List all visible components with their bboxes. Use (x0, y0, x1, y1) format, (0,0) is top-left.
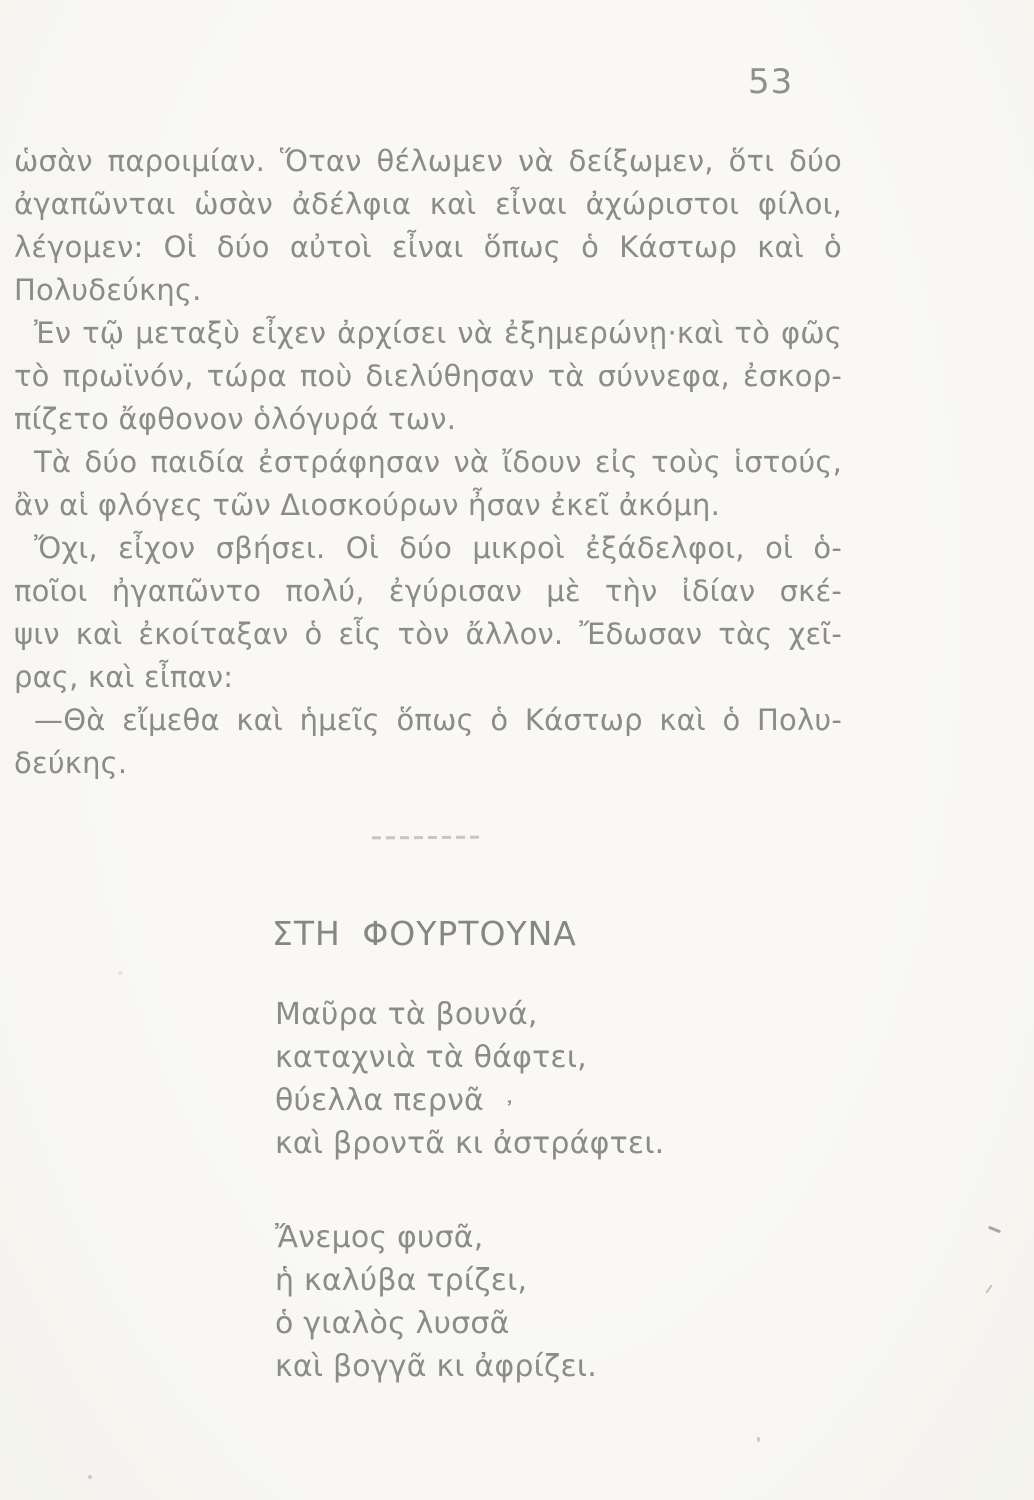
poem-stanza-2 (275, 1216, 597, 1388)
poem-line: καὶ βογγᾶ κι ἀφρίζει. (275, 1349, 598, 1384)
text-line: ὡσὰν παροιμίαν. Ὅταν θέλωμεν νὰ δείξωμεν, ὅτι δύο (14, 144, 842, 178)
poem-title: ΣΤΗ ΦΟΥΡΤΟΥΝΑ (272, 914, 577, 953)
text-line: ἂν αἱ φλόγες τῶν Διοσκούρων ἦσαν ἐκεῖ ἀκόμη. (14, 488, 721, 522)
poem-line: ὁ γιαλὸς λυσσᾶ (275, 1306, 510, 1341)
scan-speck (757, 1437, 760, 1442)
poem-line: θύελλα περνᾶ (275, 1083, 485, 1118)
section-divider-ornament (372, 836, 484, 840)
text-line: Πολυδεύκης. (14, 273, 202, 307)
text-line: Ἐν τῷ μεταξὺ εἶχεν ἀρχίσει νὰ ἐξημερώνῃ·καὶ τὸ φῶς (34, 316, 842, 350)
text-line: λέγομεν: Οἱ δύο αὐτοὶ εἶναι ὅπως ὁ Κάστωρ καὶ ὁ (14, 230, 842, 264)
text-line: —Θὰ εἴμεθα καὶ ἡμεῖς ὅπως ὁ Κάστωρ καὶ ὁ Πολυ- (34, 703, 842, 737)
text-line: πίζετο ἄφθονον ὁλόγυρά των. (14, 402, 457, 436)
prose-text-block (14, 140, 842, 785)
text-line: Τὰ δύο παιδία ἐστράφησαν νὰ ἴδουν εἰς τοὺς ἱστούς, (34, 445, 842, 479)
poem-stanza-1 (275, 993, 664, 1165)
text-line: ρας, καὶ εἶπαν: (14, 660, 234, 694)
poem-line: καὶ βροντᾶ κι ἀστράφτει. (275, 1126, 665, 1161)
text-line: ψιν καὶ ἐκοίταξαν ὁ εἷς τὸν ἄλλον. Ἔδωσαν τὰς χεῖ- (14, 617, 842, 651)
text-line: ἀγαπῶνται ὡσὰν ἀδέλφια καὶ εἶναι ἀχώριστοι φίλοι, (14, 187, 842, 221)
poem-line: Ἄνεμος φυσᾶ, (275, 1220, 484, 1255)
scan-speck (118, 971, 123, 975)
text-line: δεύκης. (14, 746, 128, 780)
stray-breathing-mark: ᾿ (503, 1098, 516, 1128)
poem-line: Μαῦρα τὰ βουνά, (275, 997, 538, 1032)
poem-line: ἡ καλύβα τρίζει, (275, 1263, 528, 1298)
text-line: Ὄχι, εἶχον σβήσει. Οἱ δύο μικροὶ ἐξάδελφοι, οἱ ὁ- (34, 531, 842, 565)
scan-speck (88, 1475, 92, 1479)
scan-speck (985, 1284, 992, 1293)
poem-line: καταχνιὰ τὰ θάφτει, (275, 1040, 587, 1075)
scan-speck (988, 1226, 1001, 1234)
text-line: τὸ πρωϊνόν, τώρα ποὺ διελύθησαν τὰ σύννεφα, ἐσκορ- (14, 359, 842, 393)
text-line: ποῖοι ἠγαπῶντο πολύ, ἐγύρισαν μὲ τὴν ἰδίαν σκέ- (14, 574, 842, 608)
page-number: 53 (748, 62, 794, 102)
